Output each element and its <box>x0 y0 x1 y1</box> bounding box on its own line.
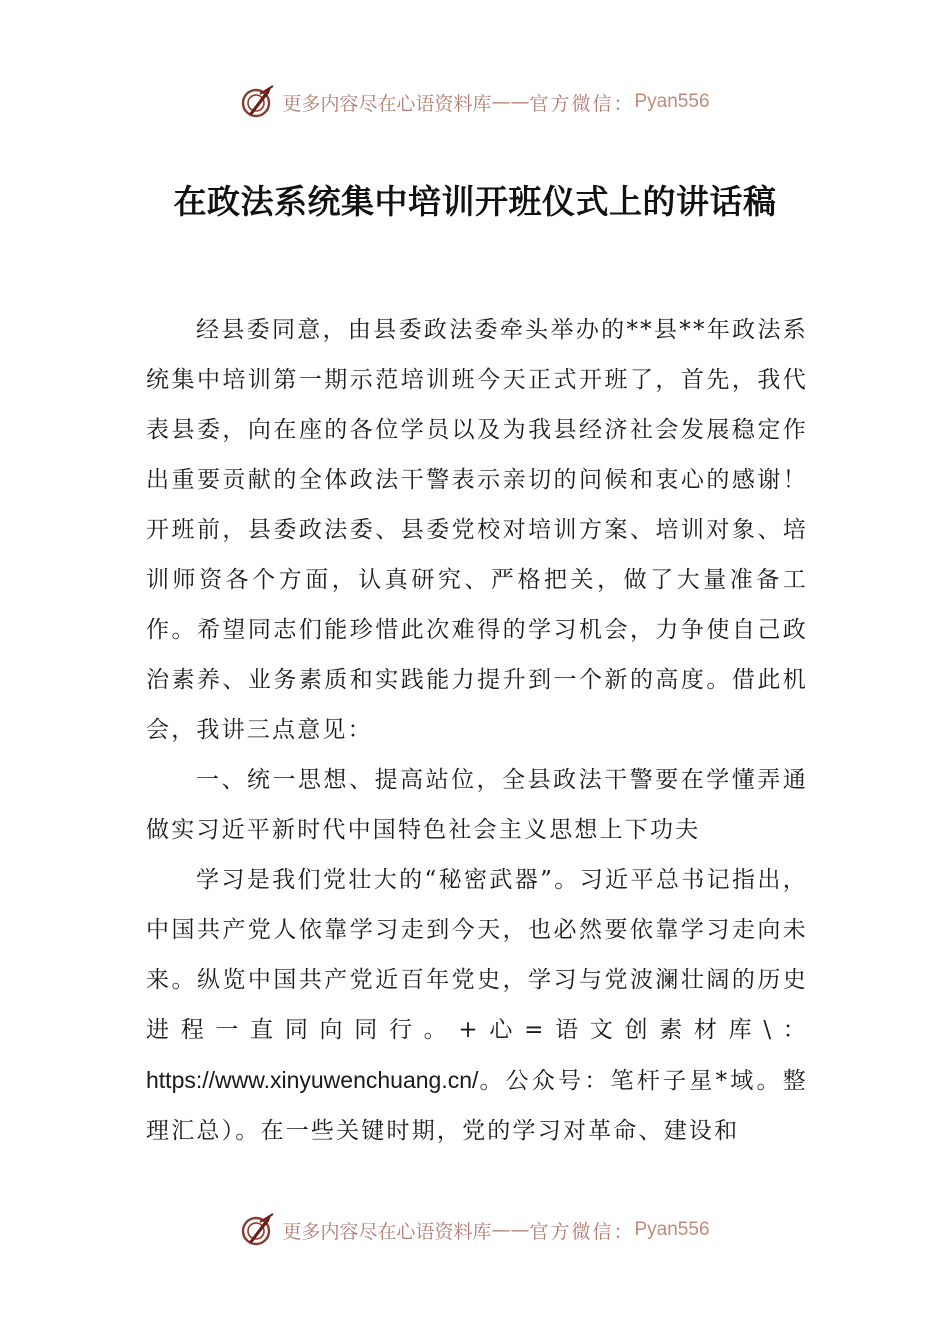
watermark-header <box>0 82 950 122</box>
source-url-link[interactable]: https://www.xinyuwenchuang.cn/ <box>146 1067 479 1093</box>
watermark-text: 更多内容尽在心语资料库 <box>282 1220 492 1243</box>
watermark-separator: —— <box>491 91 530 113</box>
watermark-wechat-label: 官方微信： <box>529 92 635 115</box>
watermark-separator: —— <box>491 1219 530 1241</box>
paragraph-intro: 经县委同意，由县委政法委牵头举办的**县**年政法系统集中培训第一期示范培训班今天正式开班了，首先，我代表县委，向在座的各位学员以及为我县经济社会发展稳定作出重要贡献的全体政法干警表示亲切的问候和衷心的感谢！开班前，县委政法委、县委党校对培训方案、培训对象、培训师资各个方面，认真研究、严格把关，做了大量准备工作。希望同志们能珍惜此次难得的学习机会，力争使自己政治素养、业务素质和实践能力提升到一个新的高度。借此机会，我讲三点意见： <box>146 317 808 743</box>
watermark-footer <box>0 1210 950 1250</box>
watermark-wechat-id: Pyan556 <box>634 91 710 112</box>
watermark-wechat-id: Pyan556 <box>634 1219 710 1240</box>
watermark-wechat-label: 官方微信： <box>529 1220 635 1243</box>
document-title: 在政法系统集中培训开班仪式上的讲话稿 <box>173 182 777 221</box>
document-body <box>146 305 808 1156</box>
section-heading-1: 一、统一思想、提高站位，全县政法干警要在学懂弄通做实习近平新时代中国特色社会主义思想上下功夫 <box>146 767 808 843</box>
quill-logo-icon <box>240 84 276 120</box>
paragraph-study-start: 学习是我们党壮大的“秘密武器”。习近平总书记指出，中国共产党人依靠学习走到今天，也必然要依靠学习走向未来。纵览中国共产党近百年党史，学习与党波澜壮阔的历史进程一直同向同行。+心=语文创素材库\： <box>146 867 808 1043</box>
quill-logo-icon <box>240 1212 276 1248</box>
paragraph-study <box>146 855 808 1156</box>
watermark-text: 更多内容尽在心语资料库 <box>282 92 492 115</box>
paragraph-study-end: 。公众号：笔杆子星*域。整理汇总）。在一些关键时期，党的学习对革命、建设和 <box>146 1068 808 1144</box>
